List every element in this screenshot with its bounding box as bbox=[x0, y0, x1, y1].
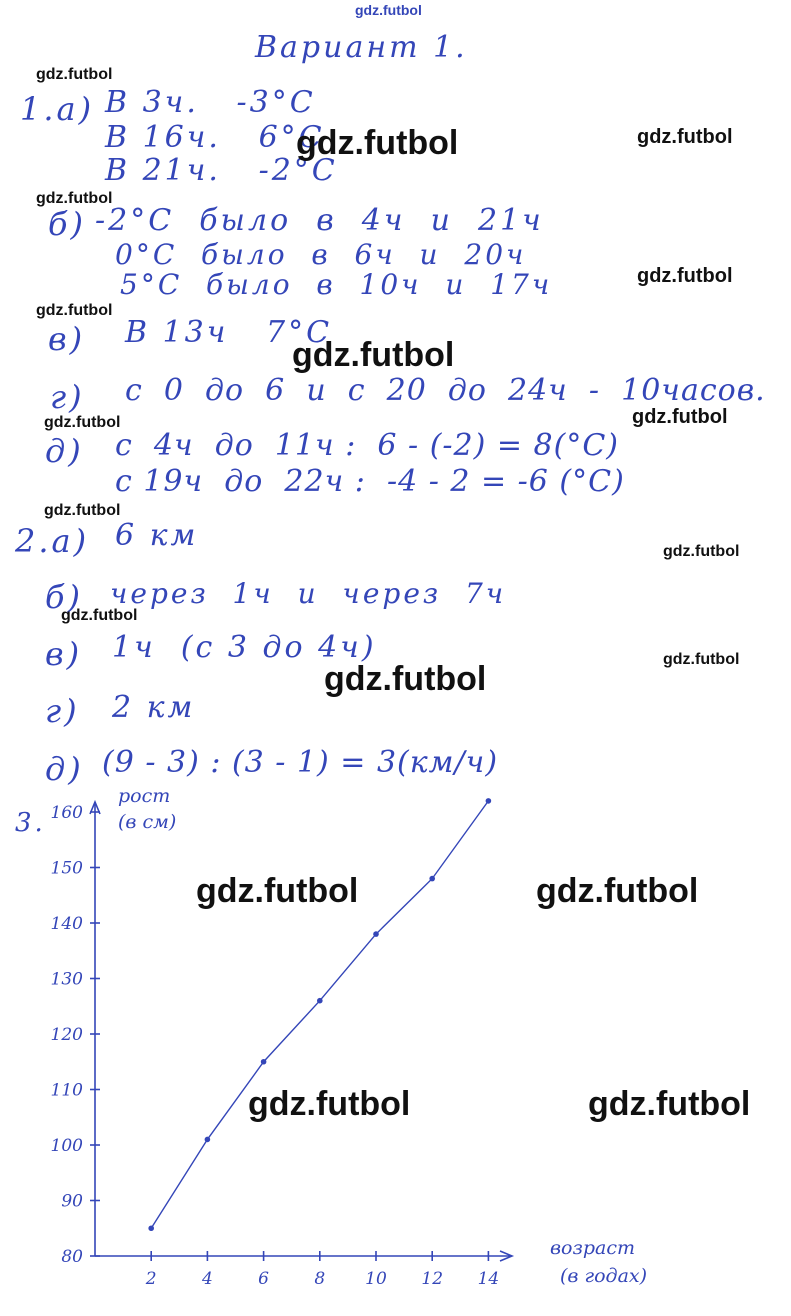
task2-a-num: 2.а) bbox=[15, 522, 90, 560]
data-point bbox=[317, 998, 323, 1004]
task1-d-line1: с 4ч до 11ч : 6 - (-2) = 8(°С) bbox=[115, 428, 619, 463]
data-point bbox=[373, 931, 379, 937]
y-tick-label: 90 bbox=[61, 1191, 83, 1212]
task3-num: 3. bbox=[15, 808, 46, 838]
task1-b-line2: 0°С было в 6ч и 20ч bbox=[115, 238, 527, 271]
watermark: gdz.futbol bbox=[536, 872, 699, 910]
x-axis-label: возраст bbox=[550, 1237, 636, 1259]
watermark: gdz.futbol bbox=[61, 607, 138, 624]
data-point bbox=[261, 1059, 267, 1065]
x-tick-label: 4 bbox=[201, 1269, 213, 1289]
task2-d-line1: (9 - 3) : (3 - 1) = 3(км/ч) bbox=[102, 745, 499, 780]
x-axis-unit: (в годах) bbox=[560, 1265, 648, 1287]
y-tick-label: 110 bbox=[50, 1080, 83, 1101]
x-tick-label: 12 bbox=[421, 1269, 444, 1289]
variant-title: Вариант 1. bbox=[255, 30, 468, 65]
task1-b-line1: -2°С было в 4ч и 21ч bbox=[95, 203, 544, 238]
task1-g-num: г) bbox=[50, 378, 85, 416]
watermark: gdz.futbol bbox=[324, 660, 487, 698]
x-tick-label: 14 bbox=[477, 1269, 500, 1289]
watermark: gdz.futbol bbox=[36, 302, 113, 319]
task2-a-line1: 6 км bbox=[115, 518, 199, 553]
task1-a-line2: В 16ч. 6°С bbox=[105, 120, 325, 155]
y-tick-label: 130 bbox=[50, 969, 83, 990]
watermark: gdz.futbol bbox=[36, 190, 113, 207]
task1-v-line1: В 13ч 7°С bbox=[125, 315, 333, 350]
task1-a-line3: В 21ч. -2°С bbox=[105, 153, 338, 188]
watermark: gdz.futbol bbox=[44, 502, 121, 519]
watermark: gdz.futbol bbox=[248, 1085, 411, 1123]
data-point bbox=[205, 1137, 211, 1143]
y-tick-label: 80 bbox=[61, 1247, 83, 1267]
data-point bbox=[429, 876, 435, 882]
task1-d-num: д) bbox=[45, 432, 84, 470]
y-axis-unit: (в см) bbox=[118, 811, 177, 833]
task1-d-line2: с 19ч до 22ч : -4 - 2 = -6 (°С) bbox=[115, 464, 625, 499]
task2-b-num: б) bbox=[45, 578, 84, 616]
task2-v-line1: 1ч (с 3 до 4ч) bbox=[112, 630, 377, 665]
watermark: gdz.futbol bbox=[588, 1085, 751, 1123]
task1-b-num: б) bbox=[48, 205, 87, 243]
y-tick-label: 160 bbox=[50, 803, 83, 823]
watermark: gdz.futbol bbox=[44, 414, 121, 431]
watermark: gdz.futbol bbox=[663, 651, 740, 668]
task1-a-num: 1.а) bbox=[20, 90, 95, 128]
task2-b-line1: через 1ч и через 7ч bbox=[110, 577, 507, 610]
y-tick-label: 100 bbox=[50, 1136, 83, 1156]
watermark: gdz.futbol bbox=[292, 336, 455, 374]
watermark: gdz.futbol bbox=[296, 124, 459, 162]
watermark: gdz.futbol bbox=[36, 66, 113, 83]
task1-b-line3: 5°С было в 10ч и 17ч bbox=[120, 268, 553, 301]
task1-v-num: в) bbox=[48, 320, 86, 358]
y-tick-label: 120 bbox=[50, 1025, 83, 1045]
y-axis-label: рост bbox=[118, 785, 171, 807]
growth-chart bbox=[0, 780, 791, 1316]
watermark: gdz.futbol bbox=[637, 265, 733, 287]
watermark: gdz.futbol bbox=[196, 872, 359, 910]
data-point bbox=[148, 1225, 154, 1231]
watermark: gdz.futbol bbox=[663, 543, 740, 560]
task2-g-line1: 2 км bbox=[112, 690, 196, 725]
task2-v-num: в) bbox=[45, 635, 83, 673]
data-point bbox=[486, 798, 492, 804]
y-tick-label: 150 bbox=[50, 858, 83, 879]
watermark: gdz.futbol bbox=[637, 126, 733, 148]
series-line bbox=[151, 801, 488, 1228]
y-tick-label: 140 bbox=[50, 914, 83, 934]
watermark-top: gdz.futbol bbox=[355, 2, 422, 18]
task2-d-num: д) bbox=[45, 750, 84, 788]
x-tick-label: 8 bbox=[314, 1269, 326, 1289]
task1-g-line1: с 0 до 6 и с 20 до 24ч - 10часов. bbox=[125, 373, 766, 408]
x-tick-label: 6 bbox=[258, 1269, 270, 1289]
x-tick-label: 2 bbox=[145, 1269, 157, 1289]
task1-a-line1: В 3ч. -3°С bbox=[105, 85, 316, 120]
watermark: gdz.futbol bbox=[632, 406, 728, 428]
task2-g-num: г) bbox=[45, 692, 80, 730]
x-tick-label: 10 bbox=[365, 1269, 387, 1289]
